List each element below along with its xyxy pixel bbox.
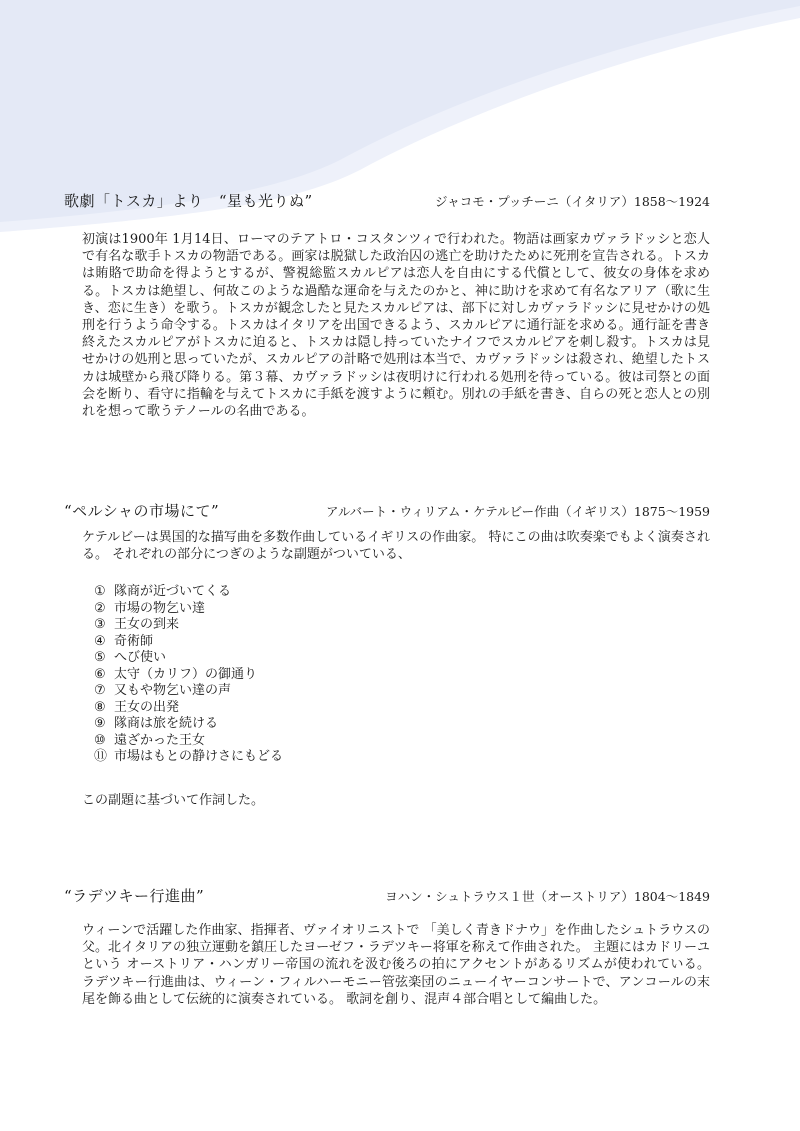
subtitle-list bbox=[94, 584, 283, 766]
list-item: ⑪ 市場はもとの静けさにもどる bbox=[94, 749, 284, 764]
list-item: ⑥ 太守（カリフ）の御通り bbox=[94, 666, 258, 682]
section-1-body: 初演は1900年 1月14日、ローマのテアトロ・コスタンツィで行われた。物語は画家カヴァラドッシと恋人で有名な歌手トスカの物語である。画家は脱獄した政治囚の逃亡を助けたために死刑を宣告される。トスカは賄賂で助命を得ようとするが、警視総監スカルピアは恋人を自由にする代償として、彼女の身体を求める。トスカは絶望し、何故このような過酷な運命を与えたのかと、神に助けを求めて有名なアリア（歌に生き、恋に生き）を歌う。トスカが観念したと見たスカルピアは、部下に対しカヴァラドッシに見せかけの処刑を行うよう命令する。トスカはイタリアを出国できるよう、スカルピアに通行証を求める。通行証を書き終えたスカルピアがトスカに迫ると、トスカは隠し持っていたナイフでスカルピアを刺し殺す。トスカは見せかけの処刑と思っていたが、スカルピアの計略で処刑は本当で、カヴァラドッシは殺され、絶望したトスカは城壁から飛び降りる。第３幕、カヴァラドッシは夜明けに行われる処刑を待っている。彼は司祭との面会を断り、看守に指輪を与えてトスカに手紙を渡すように頼む。別れの手紙を書き、自らの死と恋人との別れを想って歌うテノールの名曲である。 bbox=[82, 232, 710, 420]
section-3-composer: ヨハン・シュトラウス１世（オーストリア）1804～1849 bbox=[385, 889, 710, 904]
section-1-heading bbox=[64, 190, 710, 212]
list-item: ⑨ 隊商は旅を続ける bbox=[94, 716, 219, 731]
section-3-title: “ラデツキー行進曲” bbox=[64, 887, 205, 905]
list-item: ⑤ へび使い bbox=[94, 650, 167, 665]
list-item: ③ 王女の到来 bbox=[94, 617, 180, 632]
list-item: ⑦ 又もや物乞い達の声 bbox=[94, 683, 232, 698]
section-1-composer: ジャコモ・プッチーニ（イタリア）1858～1924 bbox=[435, 194, 710, 209]
section-1-title: 歌劇「トスカ」より “星も光りぬ” bbox=[64, 192, 313, 210]
list-item: ⑧ 王女の出発 bbox=[94, 699, 180, 715]
list-item: ④ 奇術師 bbox=[94, 633, 154, 649]
list-item: ① 隊商が近づいてくる bbox=[94, 584, 232, 599]
list-item: ⑩ 遠ざかった王女 bbox=[94, 732, 206, 748]
section-2-body: ケテルビーは異国的な描写曲を多数作曲しているイギリスの作曲家。 特にこの曲は吹奏楽でもよく演奏される。 それぞれの部分につぎのような副題がついている、 bbox=[82, 530, 710, 563]
section-2-note: この副題に基づいて作詞した。 bbox=[82, 793, 265, 808]
section-3-heading bbox=[64, 885, 710, 907]
section-3-body: ウィーンで活躍した作曲家、指揮者、ヴァイオリニストで 「美しく青きドナウ」を作曲したシュトラウスの父。北イタリアの独立運動を鎮圧したヨーゼフ・ラデツキー将軍を称えて作曲された。 主題にはカドリーユという オーストリア・ハンガリー帝国の流れを汲む後ろの拍にアクセントがあるリズムが使われている。 ラデツキー行進曲は、ウィーン・フィルハーモニー管弦楽団のニューイヤーコンサートで、アンコールの末尾を飾る曲として伝統的に演奏されている。 歌詞を創り、混声４部合唱として編曲した。 bbox=[82, 923, 710, 1007]
list-item: ② 市場の物乞い達 bbox=[94, 600, 206, 616]
section-2-title: “ペルシャの市場にて” bbox=[64, 502, 220, 520]
section-2-composer: アルバート・ウィリアム・ケテルビー作曲（イギリス）1875～1959 bbox=[326, 504, 710, 519]
section-2-heading bbox=[64, 500, 710, 522]
